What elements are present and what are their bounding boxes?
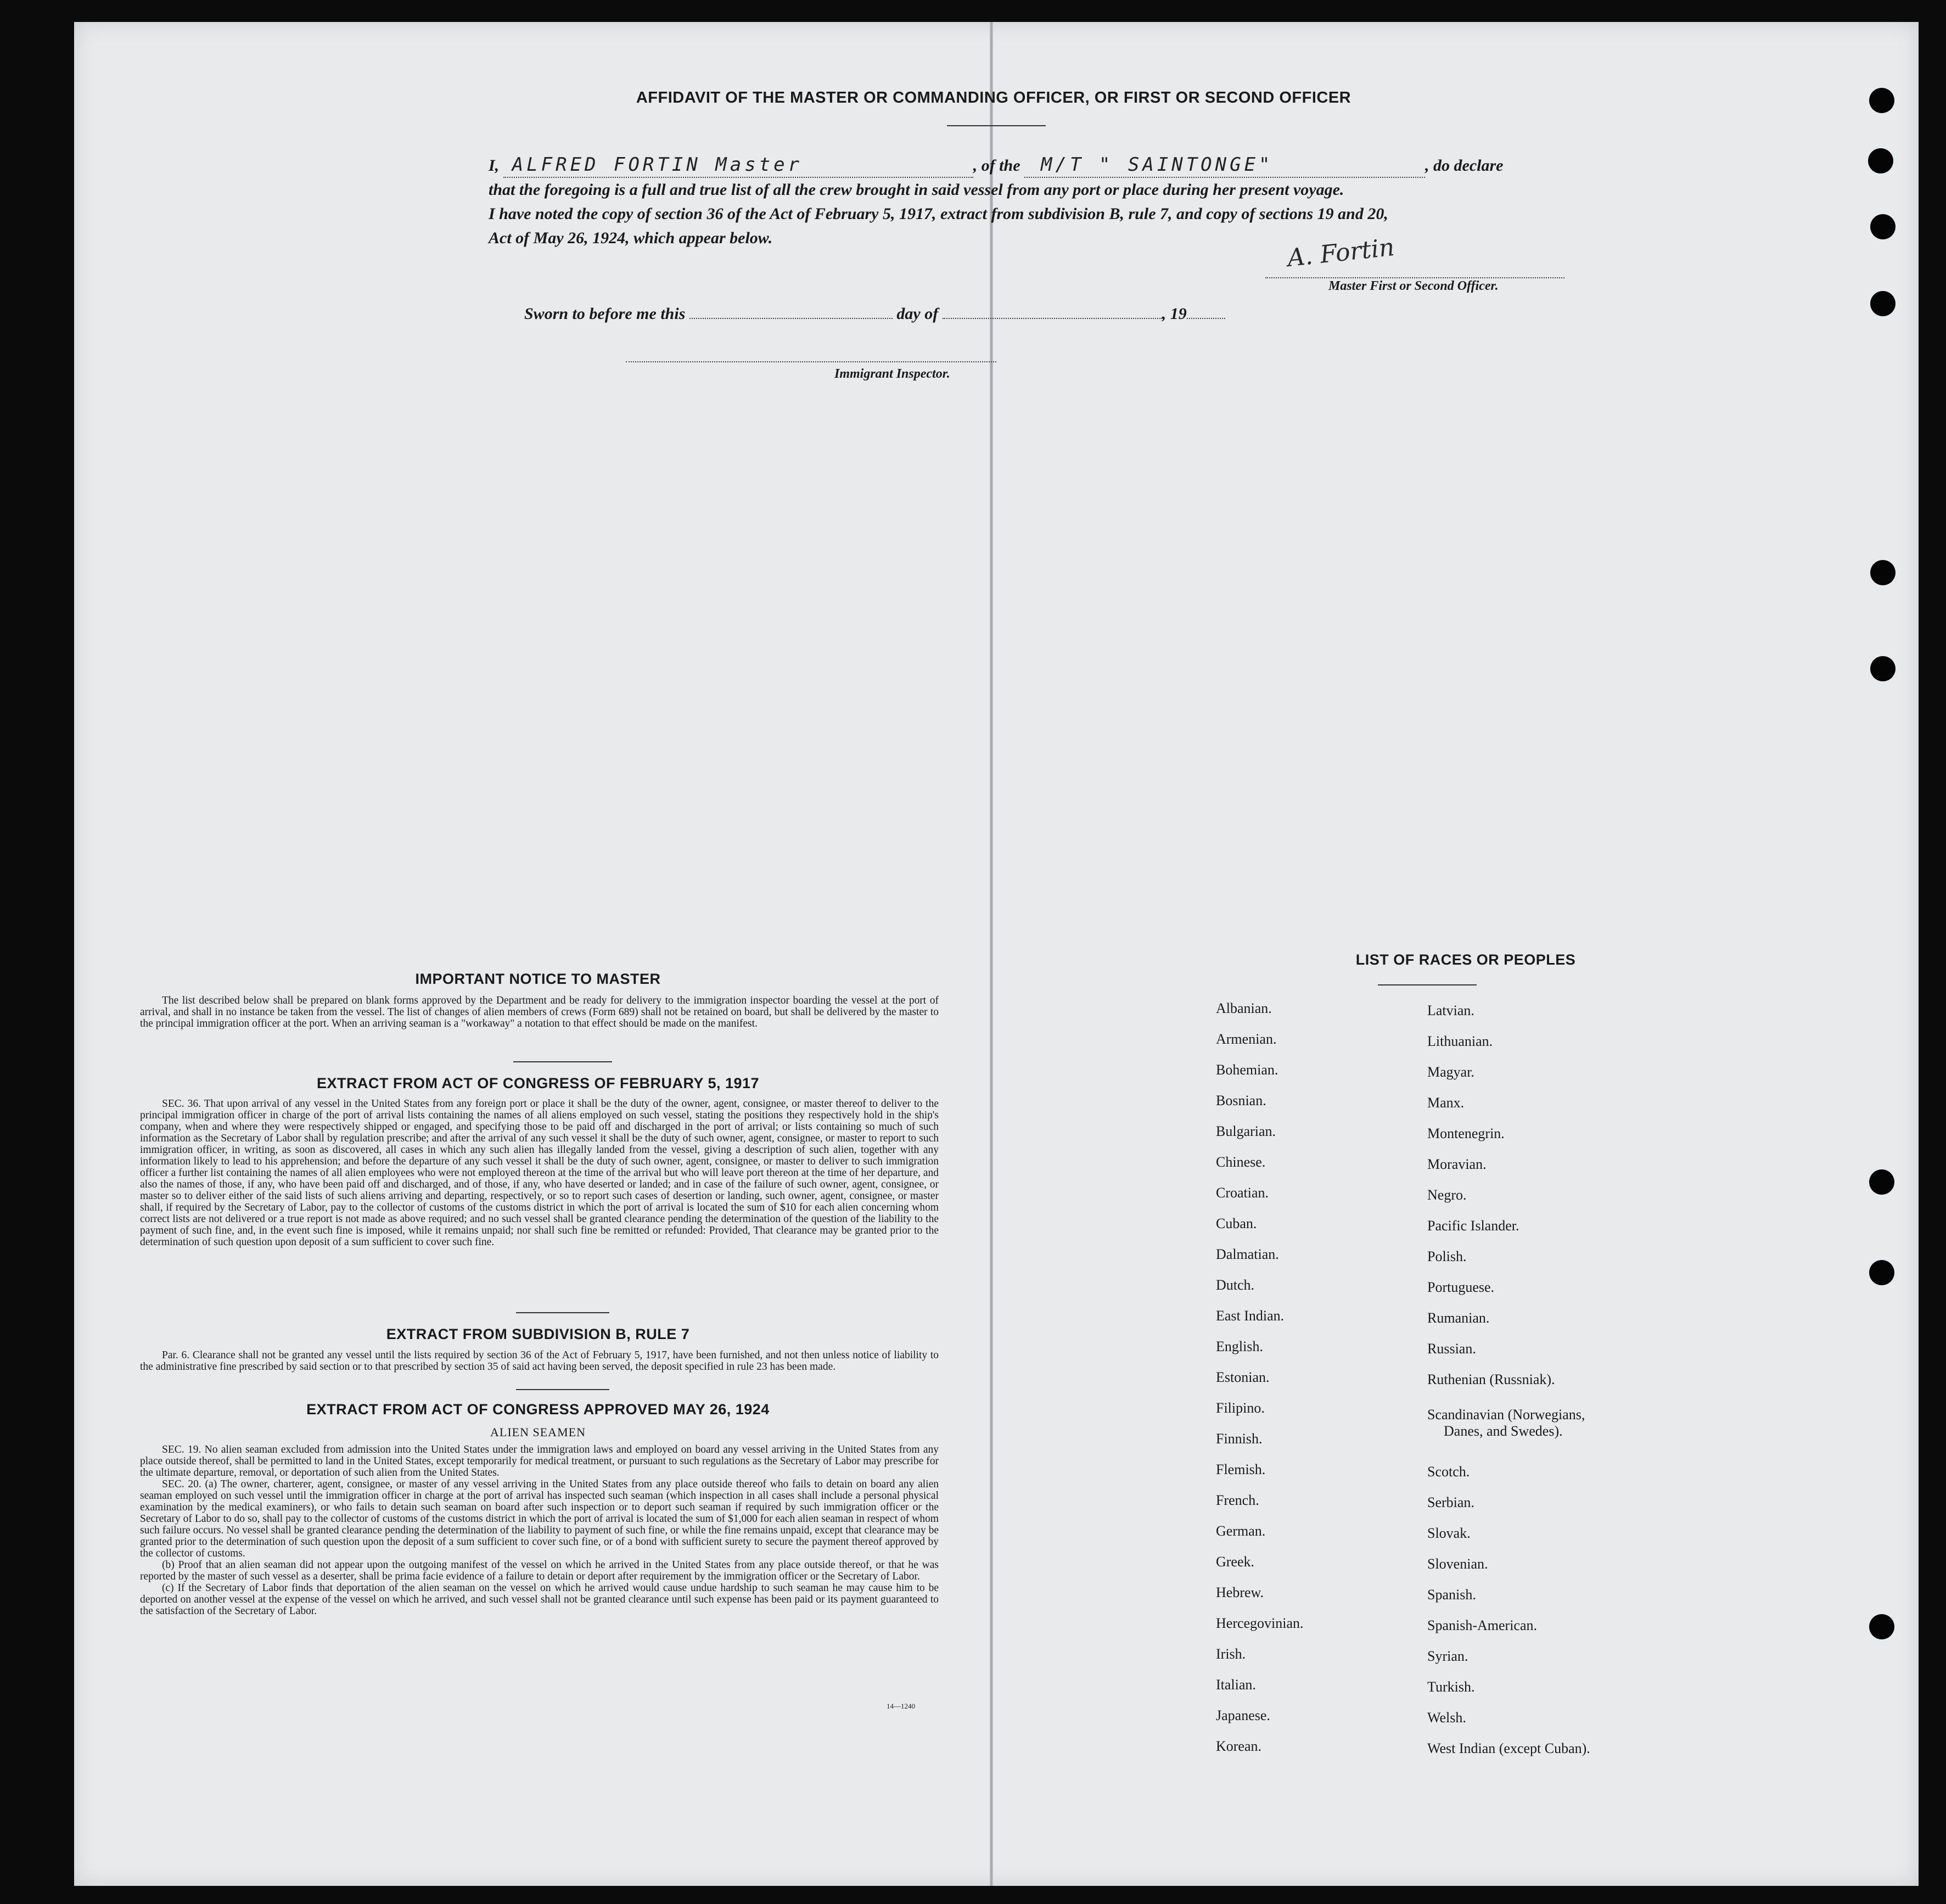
- sworn-prefix: Sworn to before me this: [524, 305, 686, 323]
- extract-1917-text: SEC. 36. That upon arrival of any vessel in the United States from any foreign port or place it shall be the duty of the owner, agent, consignee, or master thereof to deliver to the principal immigration officer in charge of the port of arrival lists containing the names of all aliens employed on such vessel, stating the positions they respectively hold in the ship's company, when and where they were respectively shipped or engaged, and specifying those to be paid off and discharged in the port of arrival; or lists containing so much of such information as the Secretary of Labor shall by regulation prescribe; and after the arrival of any such vessel it shall be the duty of such owner, agent, consignee, or master to report to such immigration officer, in writing, as soon as discovered, all cases in which any such alien has illegally landed from the vessel, giving a description of such alien, together with any information likely to lead to his apprehension; and before the departure of any such vessel it shall be the duty of such owner, agent, consignee, or master to deliver to such immigration officer a further list containing the names of all alien employees who were not employed thereon at the time of the arrival but who will leave port thereon at the time of her departure, and also the names of those, if any, who have been paid off and discharged, and of those, if any, who have deserted or landed; and in case of the failure of such owner, agent, consignee, or master so to deliver either of the said lists of such aliens arriving and departing, respectively, or so to report such cases of desertion or landing, such owner, agent, consignee, or master shall, if required by the Secretary of Labor, pay to the collector of customs of the customs district in which the port of arrival is located the sum of $10 for each alien concerning whom correct lists are not delivered or a true report is not made as above required; and no such vessel shall be granted clearance pending the determination of the question of the liability to the payment of such fine, and, in the event such fine is imposed, while it remains unpaid; nor shall such fine be remitted or refunded: Provided, That clearance may be granted prior to the determination of such question upon deposit of a sum sufficient to cover such fine.: [140, 1098, 939, 1248]
- extract-1924-sec20c: (c) If the Secretary of Labor finds that deportation of the alien seaman on the vessel on which he arrived would cause undue hardship to such seaman he may cause him to be deported on another vessel at the expense of the vessel on which he arrived, and such vessel shall not be granted clearance until such expense has been paid or its payment guaranteed to the satisfaction of the Secretary of Labor.: [140, 1582, 939, 1617]
- race-item: Scotch.: [1427, 1464, 1470, 1480]
- notice-text: The list described below shall be prepared on blank forms approved by the Department and be ready for delivery to the immigration inspector boarding the vessel at the port of arrival, and shall in no instance be taken from the vessel. The list of changes of alien members of crews (Form 689) shall not be retained on board, but shall be delivered by the master to the principal immigration officer at the port. When an arriving seaman is a "workaway" a notation to that effect should be made on the manifest.: [140, 995, 939, 1029]
- race-item: Montenegrin.: [1427, 1125, 1505, 1141]
- form-number: 14—1240: [887, 1702, 915, 1710]
- notice-section: [140, 995, 939, 1029]
- rule7-section: [140, 1349, 939, 1373]
- master-name-field[interactable]: ALFRED FORTIN Master: [503, 153, 973, 178]
- divider: [516, 1312, 609, 1313]
- affidavit-line2: that the foregoing is a full and true list of all the crew brought in said vessel from any port or place during her present voyage.: [489, 181, 1344, 199]
- race-item: Moravian.: [1427, 1156, 1487, 1172]
- extract-1917-title: EXTRACT FROM ACT OF CONGRESS OF FEBRUARY 5, 1917: [316, 1075, 760, 1091]
- document-page: [74, 22, 1919, 1886]
- inspector-caption: Immigrant Inspector.: [834, 367, 950, 381]
- extract-1917-section: [140, 1098, 939, 1248]
- race-item: Spanish-American.: [1427, 1617, 1538, 1633]
- race-item: Slovenian.: [1427, 1556, 1488, 1572]
- race-item: Estonian.: [1216, 1369, 1270, 1385]
- divider: [516, 1389, 609, 1390]
- race-item: Filipino.: [1216, 1400, 1265, 1416]
- race-item: Dutch.: [1216, 1277, 1255, 1293]
- sworn-year-field[interactable]: [1187, 305, 1225, 319]
- race-item: West Indian (except Cuban).: [1427, 1740, 1590, 1756]
- punch-hole: [1870, 214, 1895, 239]
- race-item: Croatian.: [1216, 1185, 1269, 1201]
- race-item: Bohemian.: [1216, 1062, 1278, 1078]
- race-item: Chinese.: [1216, 1154, 1266, 1170]
- race-item: Greek.: [1216, 1554, 1255, 1570]
- affidavit-body: [489, 153, 1603, 250]
- race-item: Slovak.: [1427, 1525, 1471, 1541]
- race-item: Latvian.: [1427, 1003, 1474, 1018]
- race-item: Lithuanian.: [1427, 1033, 1493, 1049]
- sworn-day-label: day of: [896, 305, 939, 323]
- race-item: Italian.: [1216, 1677, 1256, 1693]
- extract-1924-subtitle: ALIEN SEAMEN: [490, 1425, 586, 1439]
- affidavit-prefix: I,: [489, 156, 500, 175]
- race-item: Irish.: [1216, 1646, 1246, 1662]
- race-item: Scandinavian (Norwegians,: [1427, 1407, 1585, 1423]
- race-item: Serbian.: [1427, 1494, 1474, 1510]
- race-item: Syrian.: [1427, 1648, 1468, 1664]
- race-item: Negro.: [1427, 1187, 1467, 1203]
- race-item: Rumanian.: [1427, 1310, 1490, 1326]
- punch-hole: [1870, 560, 1895, 585]
- punch-hole: [1868, 148, 1893, 173]
- punch-hole: [1869, 1260, 1894, 1285]
- divider: [1378, 984, 1477, 985]
- affidavit-suffix: , do declare: [1425, 156, 1504, 175]
- race-item: Korean.: [1216, 1738, 1262, 1754]
- affidavit-title: AFFIDAVIT OF THE MASTER OR COMMANDING OFFICER, OR FIRST OR SECOND OFFICER: [636, 89, 1351, 107]
- divider: [947, 125, 1046, 126]
- race-item: French.: [1216, 1492, 1259, 1508]
- extract-1924-title: EXTRACT FROM ACT OF CONGRESS APPROVED MAY 26, 1924: [306, 1401, 770, 1418]
- race-item: Japanese.: [1216, 1707, 1270, 1723]
- race-item: Finnish.: [1216, 1431, 1263, 1447]
- race-item: Magyar.: [1427, 1064, 1474, 1080]
- race-item: Hebrew.: [1216, 1584, 1264, 1600]
- race-item: Danes, and Swedes).: [1444, 1423, 1563, 1439]
- rule7-title: EXTRACT FROM SUBDIVISION B, RULE 7: [386, 1326, 690, 1342]
- race-item: Polish.: [1427, 1248, 1467, 1264]
- punch-hole: [1869, 88, 1894, 113]
- race-item: Russian.: [1427, 1341, 1476, 1357]
- race-item: German.: [1216, 1523, 1266, 1539]
- sworn-day-field[interactable]: [689, 305, 893, 319]
- extract-1924-section: [140, 1444, 939, 1617]
- affidavit-mid: , of the: [973, 156, 1020, 175]
- race-item: Spanish.: [1427, 1587, 1476, 1603]
- race-item: Dalmatian.: [1216, 1246, 1279, 1262]
- punch-hole: [1870, 656, 1895, 681]
- races-title: LIST OF RACES OR PEOPLES: [1355, 951, 1576, 968]
- sworn-line: [524, 302, 1225, 326]
- race-item: Bulgarian.: [1216, 1123, 1276, 1139]
- race-item: Manx.: [1427, 1095, 1465, 1111]
- sworn-month-field[interactable]: [943, 305, 1162, 319]
- race-item: Flemish.: [1216, 1461, 1266, 1477]
- rule7-text: Par. 6. Clearance shall not be granted any vessel until the lists required by section 36 of the Act of February 5, 1917, have been furnished, and not then unless notice of liability to the administrative fine prescribed by said section or to that prescribed by section 35 of said act having been served, the deposit specified in rule 23 has been made.: [140, 1349, 939, 1373]
- extract-1924-sec20a: SEC. 20. (a) The owner, charterer, agent, consignee, or master of any vessel arriving in the United States from any place outside thereof who fails to detain on board any alien seaman employed on such vessel until the immigration officer in charge at the port of arrival has inspected such seaman (which inspection in all cases shall include a personal physical examination by the medical examiners), or who fails to detain such seaman on board after such inspection or to deport such seaman if required by such immigration officer or the Secretary of Labor to do so, shall pay to the collector of customs of the customs district in which the port of arrival is located the sum of $1,000 for each alien seaman in respect of whom such failure occurs. No vessel shall be granted clearance pending the determination of the liability to payment of such fine, or while the fine remains unpaid, except that clearance may be granted prior to the determination of such question upon the deposit of a sum sufficient to cover such fine, or of a bond with sufficient surety to secure the payment thereof approved by the collector of customs.: [140, 1479, 939, 1559]
- notice-title: IMPORTANT NOTICE TO MASTER: [415, 971, 661, 987]
- divider: [513, 1061, 612, 1062]
- signature-caption: Master First or Second Officer.: [1328, 279, 1499, 293]
- race-item: Welsh.: [1427, 1710, 1466, 1726]
- race-item: English.: [1216, 1339, 1263, 1354]
- race-item: Cuban.: [1216, 1216, 1257, 1231]
- race-item: Bosnian.: [1216, 1093, 1266, 1108]
- affidavit-line3: I have noted the copy of section 36 of the Act of February 5, 1917, extract from subdivision B, rule 7, and copy of sections 19 and 20,: [489, 205, 1388, 223]
- vessel-name-field[interactable]: M/T " SAINTONGE": [1024, 153, 1425, 178]
- race-item: Armenian.: [1216, 1031, 1277, 1047]
- punch-hole: [1870, 291, 1895, 316]
- race-item: Turkish.: [1427, 1679, 1475, 1695]
- master-signature: A. Fortin: [1286, 233, 1396, 273]
- extract-1924-sec20b: (b) Proof that an alien seaman did not appear upon the outgoing manifest of the vessel on which he arrived in the United States from any place outside thereof, or that he was reported by the master of such vessel as a deserter, shall be prima facie evidence of a failure to detain or deport after requirement by the immigration officer or the Secretary of Labor.: [140, 1559, 939, 1582]
- race-item: Pacific Islander.: [1427, 1218, 1519, 1234]
- sworn-year-label: , 19: [1162, 305, 1187, 323]
- affidavit-line4: Act of May 26, 1924, which appear below.: [489, 229, 773, 247]
- punch-hole: [1869, 1169, 1894, 1195]
- race-item: Portuguese.: [1427, 1279, 1495, 1295]
- race-item: East Indian.: [1216, 1308, 1285, 1324]
- signature-line: [1265, 233, 1564, 278]
- race-item: Ruthenian (Russniak).: [1427, 1371, 1555, 1387]
- inspector-signature-line[interactable]: [626, 361, 996, 362]
- race-item: Albanian.: [1216, 1000, 1272, 1016]
- extract-1924-sec19: SEC. 19. No alien seaman excluded from admission into the United States under the immigration laws and employed on board any vessel arriving in the United States from any place outside thereof, shall be permitted to land in the United States, except temporarily for medical treatment, or pursuant to such regulations as the Secretary of Labor may prescribe for the ultimate departure, removal, or deportation of such alien from the United States.: [140, 1444, 939, 1479]
- race-item: Hercegovinian.: [1216, 1615, 1304, 1631]
- punch-hole: [1869, 1614, 1894, 1639]
